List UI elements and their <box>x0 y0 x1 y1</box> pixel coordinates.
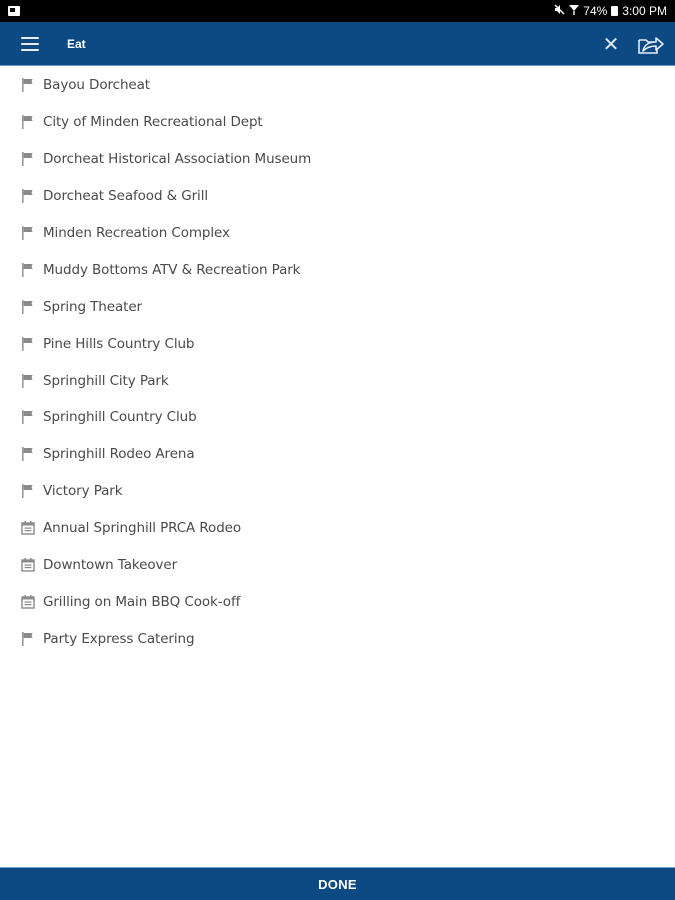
flag-icon <box>20 483 36 499</box>
list-item[interactable]: Dorcheat Historical Association Museum <box>0 141 675 178</box>
list-item[interactable]: Springhill Country Club <box>0 399 675 436</box>
flag-icon <box>20 446 36 462</box>
calendar-icon <box>20 520 36 536</box>
calendar-icon <box>20 557 36 573</box>
flag-icon <box>20 373 36 389</box>
list-item[interactable]: Muddy Bottoms ATV & Recreation Park <box>0 251 675 288</box>
mute-icon <box>554 4 565 18</box>
wifi-icon <box>569 4 579 18</box>
menu-button[interactable] <box>0 22 60 66</box>
list-item[interactable]: Annual Springhill PRCA Rodeo <box>0 510 675 547</box>
list-item[interactable]: Spring Theater <box>0 288 675 325</box>
calendar-icon <box>20 594 36 610</box>
clock: 3:00 PM <box>622 4 667 18</box>
flag-icon <box>20 409 36 425</box>
flag-icon <box>20 225 36 241</box>
list-item[interactable]: City of Minden Recreational Dept <box>0 104 675 141</box>
status-bar <box>0 0 675 22</box>
flag-icon <box>20 114 36 130</box>
notification-icon <box>8 6 20 16</box>
flag-icon <box>20 631 36 647</box>
list-item[interactable]: Downtown Takeover <box>0 547 675 584</box>
share-button[interactable] <box>631 22 671 66</box>
list-item[interactable]: Victory Park <box>0 473 675 510</box>
flag-icon <box>20 77 36 93</box>
share-icon <box>637 33 665 55</box>
list-item[interactable]: Springhill City Park <box>0 362 675 399</box>
done-button[interactable] <box>0 867 675 900</box>
search-input[interactable] <box>60 22 591 66</box>
app-bar <box>0 22 675 66</box>
clear-search-button[interactable] <box>591 22 631 66</box>
flag-icon <box>20 262 36 278</box>
list-item[interactable]: Grilling on Main BBQ Cook-off <box>0 583 675 620</box>
list-item[interactable]: Party Express Catering <box>0 620 675 657</box>
flag-icon <box>20 336 36 352</box>
list-item[interactable]: Minden Recreation Complex <box>0 215 675 252</box>
list-item[interactable]: Bayou Dorcheat <box>0 67 675 104</box>
battery-percent: 74% <box>583 4 608 18</box>
search-results-list <box>0 67 675 867</box>
flag-icon <box>20 299 36 315</box>
close-icon: ✕ <box>602 31 620 56</box>
battery-icon <box>611 6 618 16</box>
list-item[interactable]: Dorcheat Seafood & Grill <box>0 178 675 215</box>
done-label: DONE <box>318 876 357 892</box>
flag-icon <box>20 151 36 167</box>
hamburger-icon <box>21 37 39 51</box>
list-item[interactable]: Pine Hills Country Club <box>0 325 675 362</box>
flag-icon <box>20 188 36 204</box>
list-item[interactable]: Springhill Rodeo Arena <box>0 436 675 473</box>
